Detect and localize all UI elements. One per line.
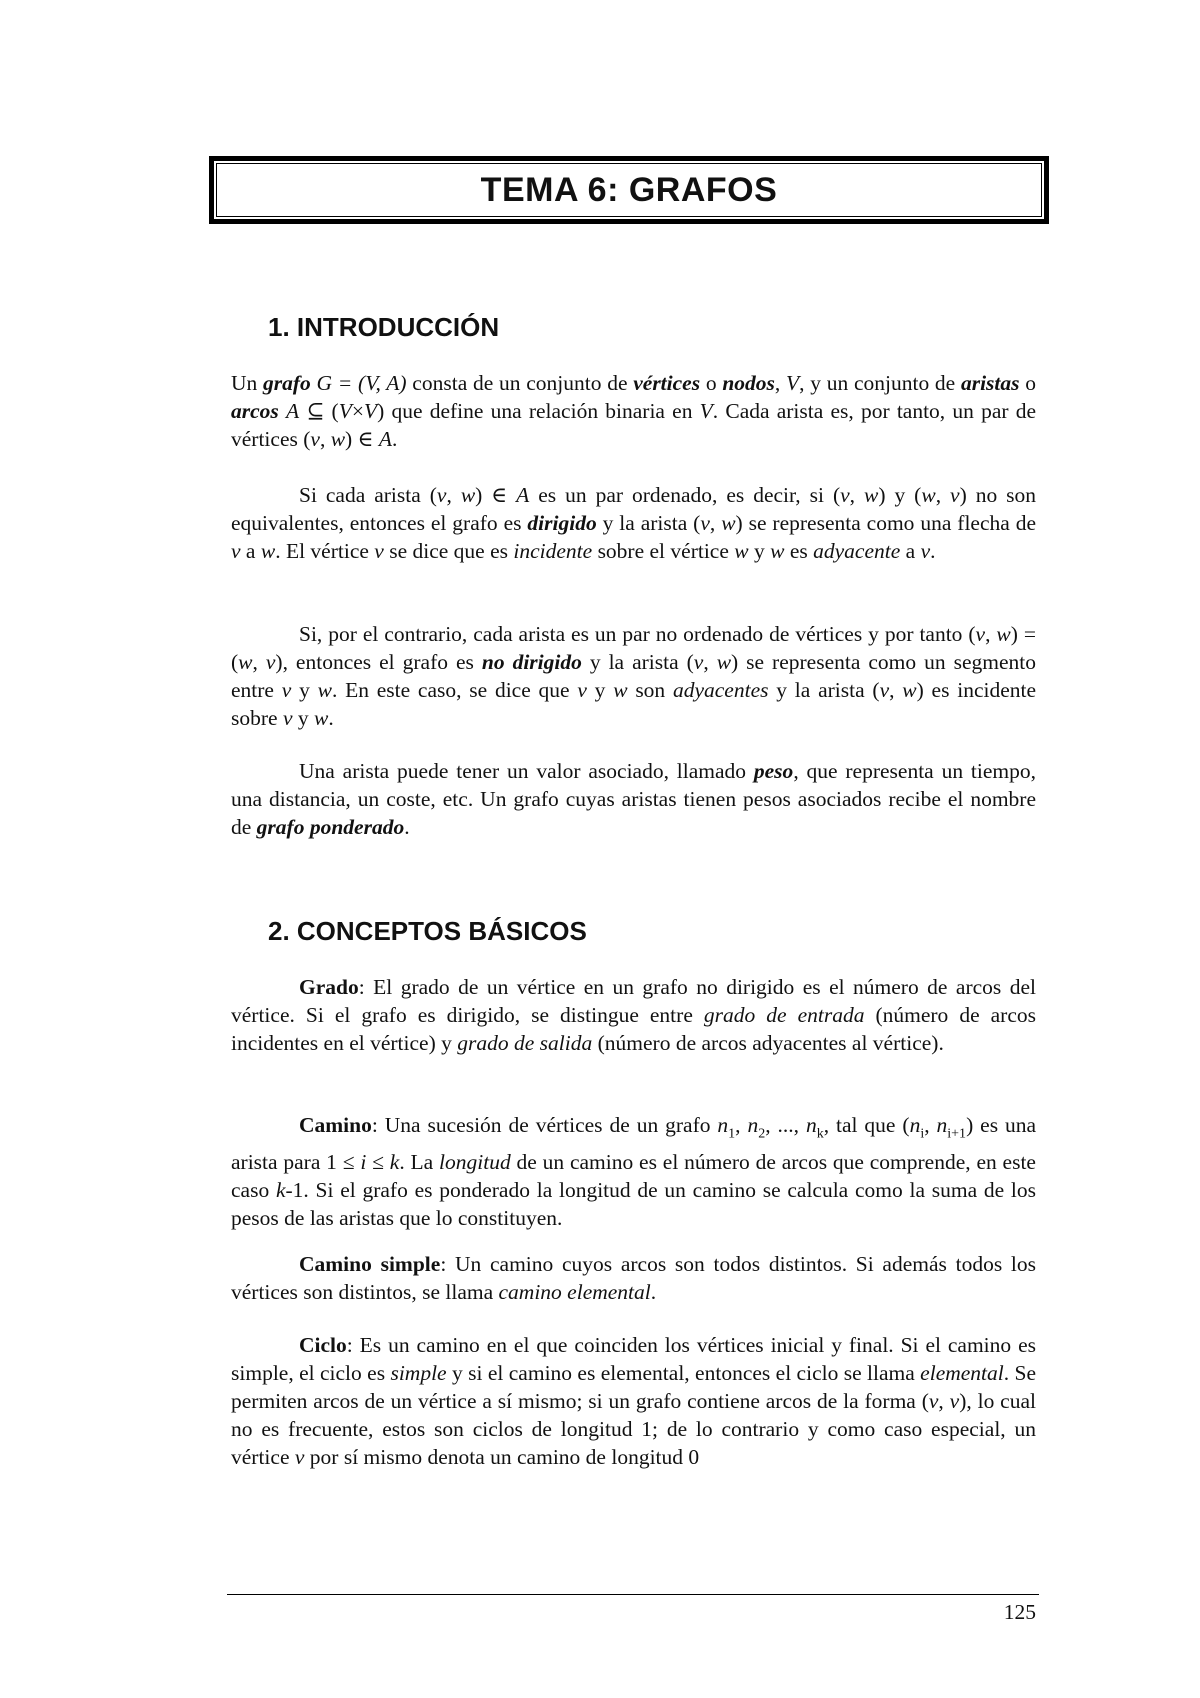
paragraph-grafo-dirigido: Si cada arista (v, w) ∈ A es un par ordenado, es decir, si (v, w) y (w, v) no son equivalentes, entonces el grafo es dirigido y la arista (v, w) se representa como una flecha de v a w. El vértice v se dice que es incidente sobre el vértice w y w es adyacente a v. xyxy=(231,483,1037,563)
section-heading-introduccion: 1. INTRODUCCIÓN xyxy=(268,312,500,342)
chapter-title-box xyxy=(209,156,1049,224)
paragraph-camino-simple: Camino simple: Un camino cuyos arcos son todos distintos. Si además todos los vértices son distintos, se llama camino elemental. xyxy=(231,1252,1037,1304)
footer-rule xyxy=(227,1594,1039,1595)
page-number: 125 xyxy=(1003,1600,1036,1624)
paragraph-camino: Camino: Una sucesión de vértices de un grafo $n_1$, $n_2$, ..., $n_k$, tal que ($n_i$, $n_{i+1}$) es una arista para 1 ≤ i ≤ k. La longitud de un camino es el número de arcos que comprende, en este caso k-1. Si el grafo es ponderado la longitud de un camino se calcula como la suma de los pesos de las aristas que lo constituyen. xyxy=(231,1113,1037,1231)
chapter-title: TEMA 6: GRAFOS xyxy=(480,170,778,209)
section-heading-conceptos-basicos: 2. CONCEPTOS BÁSICOS xyxy=(268,916,587,946)
paragraph-ciclo: Ciclo: Es un camino en el que coinciden los vértices inicial y final. Si el camino es simple, el ciclo es simple y si el camino es elemental, entonces el ciclo se llama elemental. Se permiten arcos de un vértice a sí mismo; si un grafo contiene arcos de la forma (v, v), lo cual no es frecuente, estos son ciclos de longitud 1; de lo contrario y como caso especial, un vértice v por sí mismo denota un camino de longitud 0 xyxy=(231,1333,1037,1469)
paragraph-grafo-no-dirigido: Si, por el contrario, cada arista es un par no ordenado de vértices y por tanto (v, w) = (w, v), entonces el grafo es no dirigido y la arista (v, w) se representa como un segmento entre v y w. En este caso, se dice que v y w son adyacentes y la arista (v, w) es incidente sobre v y w. xyxy=(231,622,1037,730)
paragraph-grafo-ponderado: Una arista puede tener un valor asociado, llamado peso, que representa un tiempo, una distancia, un coste, etc. Un grafo cuyas aristas tienen pesos asociados recibe el nombre de grafo ponderado. xyxy=(231,759,1036,839)
paragraph-grado: Grado: El grado de un vértice en un grafo no dirigido es el número de arcos del vértice. Si el grafo es dirigido, se distingue entre grado de entrada (número de arcos incidentes en el vértice) y grado de salida (número de arcos adyacentes al vértice). xyxy=(231,975,1036,1055)
paragraph-grafo-definition: Un grafo G = (V, A) consta de un conjunto de vértices o nodos, V, y un conjunto de aristas o arcos A ⊆ (V×V) que define una relación binaria en V. Cada arista es, por tanto, un par de vértices (v, w) ∈ A. xyxy=(231,371,1037,451)
